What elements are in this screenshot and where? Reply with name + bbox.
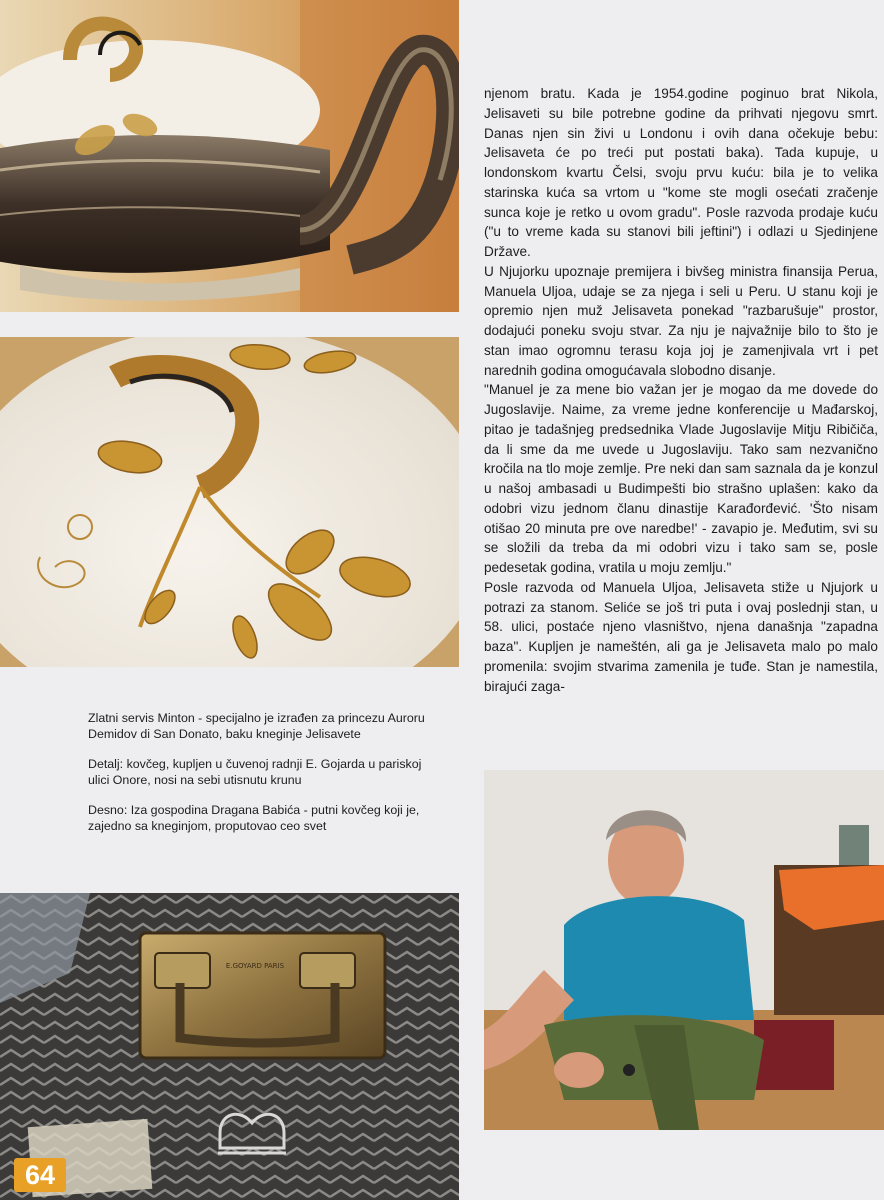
article-paragraph: njenom bratu. Kada je 1954.godine poginuo brat Nikola, Jelisaveti su bile potrebne godine da prihvati njegovu smrt. Danas njen sin živi u Londonu i ovih dana očekuje bebu: Jelisaveta će po treći put postati baka). Tada kupuje, u londonskom kvartu Čelsi, svoju prvu kuću: bila je to velika starinska kuća sa vrtom u "kome ste mogli osećati zračenje sunca koje je retko u ovom gradu". Posle razvoda prodaje kuću ("u to vreme kada su stanovi bili jeftini") i odlazi u Sjedinjene Države. (484, 86, 878, 259)
article-paragraph: U Njujorku upoznaje premijera i bivšeg ministra finansija Perua, Manuela Uljoa, udaje se za njega i seli u Peru. U stanu koji je opremio njen muž Jelisaveta ponekad "razbarušuje" prostor, dodajući poneku svoju stvar. Za nju je najvažnije bilo to što je stan imao ogromnu terasu koja joj je zamenjivala vrt i pet narednih godina omogućavala slobodno disanje. (484, 263, 878, 378)
caption-right-photo: Desno: Iza gospodina Dragana Babića - putni kovčeg koji je, zajedno sa kneginjom, proputovao ceo svet (88, 803, 420, 833)
article-text (484, 84, 878, 696)
page-number: 64 (14, 1158, 66, 1192)
caption-trunk-detail: Detalj: kovčeg, kupljen u čuvenoj radnji E. Gojarda u pariskoj ulici Onore, nosi na sebi utisnutu krunu (88, 757, 422, 787)
porcelain-detail-photo (0, 337, 459, 667)
article-paragraph: "Manuel je za mene bio važan jer je mogao da me dovede do Jugoslavije. Naime, za vreme jedne konferencije u Mađarskoj, pitao je tadašnjeg predsednika Vlade Jugoslavije Mitju Ribičiča, da li sme da me uvede u Jugoslaviju. Tako sam nezvanično kročila na tlo moje zemlje. Pre neki dan sam saznala da je konzul u našoj ambasadi u Budimpešti bio strašno uplašen: kako da odobri vizu jednom članu dinastije Karađorđević. 'Što nisam otišao 20 minuta pre ove naredbe!' - zavapio je. Međutim, svi su se složili da treba da mi odobri vizu i tako sam se, posle pedesetak godina, vratila u moju zemlju." (484, 382, 878, 575)
trunk-photo (0, 893, 459, 1200)
portrait-photo (484, 770, 884, 1130)
photo-captions (88, 710, 438, 848)
tureen-photo (0, 0, 459, 312)
caption-minton-service: Zlatni servis Minton - specijalno je izrađen za princezu Auroru Demidov di San Donato, baku kneginje Jelisavete (88, 711, 425, 741)
trunk-plate-text: E.GOYARD PARIS (225, 962, 285, 970)
article-paragraph: Posle razvoda od Manuela Uljoa, Jelisaveta stiže u Njujork u potrazi za stanom. Seliće se još tri puta i ovaj poslednji stan, u 58. ulici, postaće njeno vlasništvo, njena današnja "zapadna baza". Kupljen je nameštén, ali ga je Jelisaveta malo po malo promenila: svojim stvarima zamenila je tuđe. Stan je namestila, birajući zaga- (484, 579, 878, 694)
